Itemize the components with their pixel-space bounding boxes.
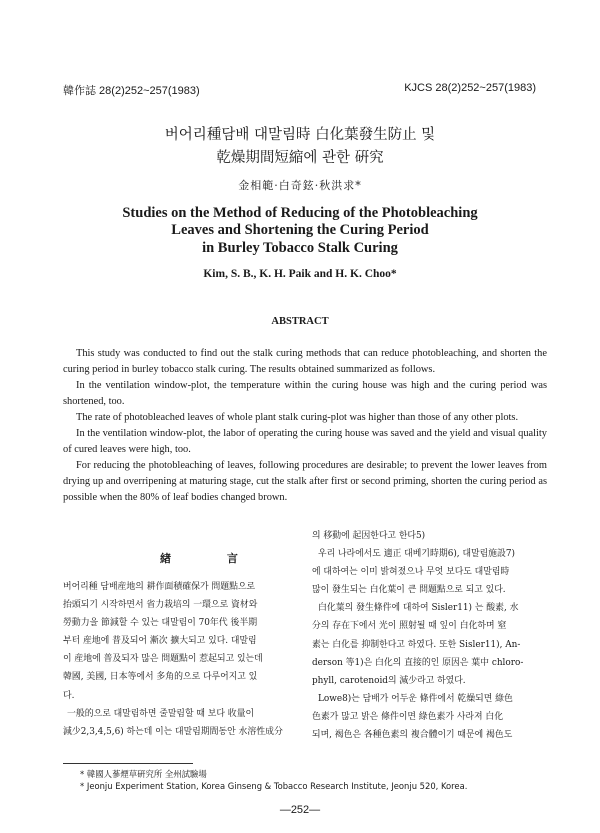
abstract-paragraph: In the ventilation window-plot, the temperature within the curing house was high and the curing period was shortened, too. — [63, 380, 547, 407]
abstract-paragraph: This study was conducted to find out the stalk curing methods that can reduce photobleaching, and shorten the curing period in burley tobacco stalk curing. The results obtained summarized as follows. — [63, 348, 547, 375]
journal-citation-korean: 韓作誌 28(2)252~257(1983) — [63, 85, 200, 97]
text-line: 色素가 많고 밝은 條件이면 綠色素가 사라져 白化 — [312, 711, 504, 722]
footnote-affiliation-korean: * 韓國人蔘煙草硏究所 全州試驗場 — [80, 769, 207, 779]
text-line: 버어리種 담배産地의 耕作面積確保가 問題點으로 — [63, 582, 256, 592]
page-number: —252— — [279, 804, 321, 816]
text-line: 分의 存在下에서 光이 照射될 때 잎이 白化하며 窒 — [312, 621, 507, 632]
text-line: 되며, 褐色은 各種色素의 複合體이기 때문에 褐色도 — [312, 730, 513, 741]
text-line: Lowe8)는 담배가 어두운 條件에서 乾燥되면 綠色 — [318, 693, 513, 704]
text-line: 이 産地에 普及되자 많은 問題點이 惹起되고 있는데 — [63, 654, 263, 665]
abstract-paragraph: The rate of photobleached leaves of whole plant stalk curing-plot was higher than those of any other plots. — [76, 412, 519, 423]
english-authors: Kim, S. B., K. H. Paik and H. K. Choo* — [203, 268, 397, 280]
text-line: 우리 나라에서도 適正 대베기時期6), 대말림施設7) — [318, 549, 516, 560]
text-line: 부터 産地에 普及되어 漸次 擴大되고 있다. 대말림 — [63, 636, 257, 647]
abstract-heading: ABSTRACT — [271, 316, 329, 327]
abstract-paragraph: For reducing the photobleaching of leaves, following procedures are desirable; to prevent the lower leaves from drying up and overripening at maturing stage, cut the stalk after first or second priming, shorten the curing period as possible when the 80% of leaf bodies changed brown. — [63, 460, 547, 503]
introduction-heading: 緖 言 — [160, 552, 264, 565]
english-title-line-1: Studies on the Method of Reducing of the Photobleaching — [122, 205, 478, 221]
left-column-text — [63, 578, 293, 741]
text-line: 韓國, 美國, 日本等에서 多角的으로 다루어지고 있 — [63, 672, 258, 683]
text-line: 一般的으로 대말림하면 줄말림할 때 보다 收量이 — [67, 708, 255, 719]
text-line: 에 대하여는 이미 밝혀졌으나 무엇 보다도 대말림時 — [312, 567, 510, 578]
text-line: 의 移動에 起因한다고 한다5) — [312, 531, 426, 541]
korean-authors: 金相範·白奇鉉·秋洪求* — [238, 179, 362, 192]
text-line: phyll, carotenoid의 減少라고 하였다. — [312, 675, 466, 686]
text-line: 減少2,3,4,5,6) 하는데 이는 대말림期間동안 水溶性成分 — [63, 726, 283, 737]
english-title-line-2: Leaves and Shortening the Curing Period — [171, 222, 429, 238]
journal-citation-english: KJCS 28(2)252~257(1983) — [404, 82, 536, 94]
text-line: derson 等1)은 白化의 直接的인 原因은 葉中 chloro- — [312, 657, 524, 668]
footnote-divider — [63, 763, 193, 764]
right-column-text — [312, 527, 548, 744]
text-line: 白化葉의 發生條件에 대하여 Sisler11) 는 酸素, 水 — [318, 603, 519, 614]
korean-title-line-1: 버어리種담배 대말림時 白化葉發生防止 및 — [164, 127, 436, 143]
footnote-affiliation-english: * Jeonju Experiment Station, Korea Ginseng & Tobacco Research Institute, Jeonju 520, Korea. — [80, 781, 468, 791]
english-title-line-3: in Burley Tobacco Stalk Curing — [202, 240, 398, 256]
text-line: 素는 白化를 抑制한다고 하였다. 또한 Sisler11), An- — [312, 639, 521, 650]
text-line: 勞動力을 節減할 수 있는 대말림이 70年代 後半期 — [63, 618, 258, 629]
text-line: 다. — [63, 690, 75, 701]
abstract-body — [63, 346, 547, 506]
korean-title-line-2: 乾燥期間短縮에 관한 硏究 — [216, 150, 384, 166]
text-line: 抬頭되기 시작하면서 省力栽培의 一環으로 資材와 — [63, 600, 258, 611]
text-line: 많이 發生되는 白化葉이 큰 問題點으로 되고 있다. — [312, 585, 506, 596]
abstract-paragraph: In the ventilation window-plot, the labor of operating the curing house was saved and the yield and visual quality of cured leaves were high, too. — [63, 428, 547, 455]
